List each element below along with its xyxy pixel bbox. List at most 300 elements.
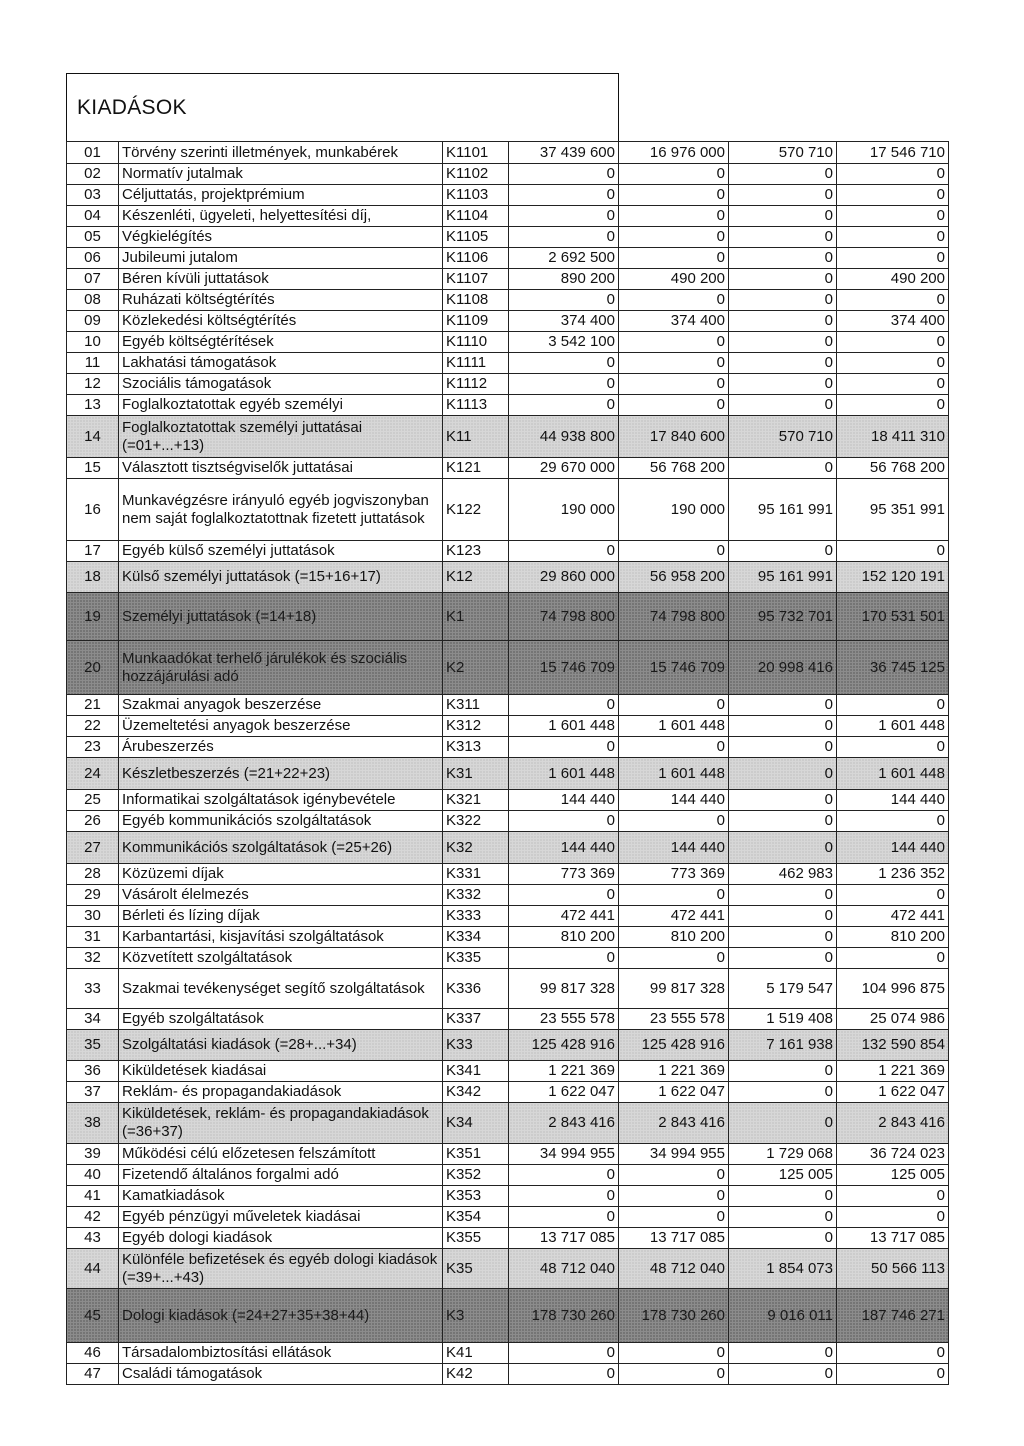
- value-col-3: 0: [729, 206, 837, 227]
- table-row: [67, 332, 949, 353]
- value-col-1: 0: [509, 948, 619, 969]
- value-col-2: 23 555 578: [619, 1009, 729, 1030]
- value-col-3: 95 161 991: [729, 479, 837, 541]
- table-row: [67, 906, 949, 927]
- value-col-3: 0: [729, 332, 837, 353]
- value-col-3: 0: [729, 374, 837, 395]
- row-code: K41: [443, 1343, 509, 1364]
- row-description: Fizetendő általános forgalmi adó: [119, 1165, 443, 1186]
- table-row: [67, 927, 949, 948]
- row-description: Egyéb külső személyi juttatások: [119, 541, 443, 562]
- value-col-3: 0: [729, 1082, 837, 1103]
- table-row: [67, 541, 949, 562]
- table-row: [67, 1207, 949, 1228]
- table-row: [67, 562, 949, 593]
- table-row: [67, 458, 949, 479]
- value-col-1: 890 200: [509, 269, 619, 290]
- value-col-3: 462 983: [729, 864, 837, 885]
- value-col-3: 0: [729, 832, 837, 864]
- value-col-4: 0: [837, 290, 949, 311]
- value-col-4: 0: [837, 353, 949, 374]
- value-col-2: 0: [619, 1364, 729, 1385]
- row-number: 25: [67, 790, 119, 811]
- row-code: K3: [443, 1289, 509, 1343]
- value-col-3: 5 179 547: [729, 969, 837, 1009]
- row-number: 26: [67, 811, 119, 832]
- row-code: K332: [443, 885, 509, 906]
- row-number: 10: [67, 332, 119, 353]
- value-col-2: 0: [619, 1343, 729, 1364]
- row-code: K12: [443, 562, 509, 593]
- row-number: 43: [67, 1228, 119, 1249]
- row-code: K337: [443, 1009, 509, 1030]
- value-col-2: 0: [619, 541, 729, 562]
- value-col-4: 0: [837, 374, 949, 395]
- value-col-2: 0: [619, 737, 729, 758]
- value-col-4: 0: [837, 1364, 949, 1385]
- value-col-4: 1 236 352: [837, 864, 949, 885]
- row-description: Vásárolt élelmezés: [119, 885, 443, 906]
- row-number: 17: [67, 541, 119, 562]
- row-number: 11: [67, 353, 119, 374]
- value-col-3: 0: [729, 1061, 837, 1082]
- table-row: [67, 1343, 949, 1364]
- value-col-3: 0: [729, 227, 837, 248]
- row-description: Informatikai szolgáltatások igénybevétele: [119, 790, 443, 811]
- row-code: K1103: [443, 185, 509, 206]
- value-col-2: 0: [619, 885, 729, 906]
- table-row: [67, 864, 949, 885]
- value-col-4: 0: [837, 885, 949, 906]
- value-col-1: 0: [509, 374, 619, 395]
- value-col-2: 74 798 800: [619, 593, 729, 641]
- table-row: [67, 969, 949, 1009]
- row-description: Működési célú előzetesen felszámított: [119, 1144, 443, 1165]
- row-description: Kommunikációs szolgáltatások (=25+26): [119, 832, 443, 864]
- row-number: 12: [67, 374, 119, 395]
- row-code: K312: [443, 716, 509, 737]
- value-col-2: 1 601 448: [619, 716, 729, 737]
- value-col-1: 29 670 000: [509, 458, 619, 479]
- row-code: K355: [443, 1228, 509, 1249]
- table-row: [67, 1009, 949, 1030]
- value-col-1: 190 000: [509, 479, 619, 541]
- row-number: 01: [67, 142, 119, 164]
- value-col-4: 0: [837, 164, 949, 185]
- value-col-1: 144 440: [509, 832, 619, 864]
- value-col-3: 95 732 701: [729, 593, 837, 641]
- value-col-3: 0: [729, 948, 837, 969]
- row-number: 28: [67, 864, 119, 885]
- value-col-2: 2 843 416: [619, 1103, 729, 1144]
- row-number: 41: [67, 1186, 119, 1207]
- row-description: Egyéb költségtérítések: [119, 332, 443, 353]
- row-code: K1106: [443, 248, 509, 269]
- value-col-1: 773 369: [509, 864, 619, 885]
- row-number: 47: [67, 1364, 119, 1385]
- value-col-4: 810 200: [837, 927, 949, 948]
- expenditure-table: [66, 141, 949, 1385]
- row-description: Szociális támogatások: [119, 374, 443, 395]
- row-description: Készletbeszerzés (=21+22+23): [119, 758, 443, 790]
- value-col-1: 23 555 578: [509, 1009, 619, 1030]
- row-code: K1104: [443, 206, 509, 227]
- row-number: 33: [67, 969, 119, 1009]
- value-col-4: 125 005: [837, 1165, 949, 1186]
- table-row: [67, 374, 949, 395]
- value-col-1: 1 601 448: [509, 716, 619, 737]
- table-row: [67, 593, 949, 641]
- value-col-2: 0: [619, 164, 729, 185]
- value-col-3: 20 998 416: [729, 641, 837, 695]
- row-description: Karbantartási, kisjavítási szolgáltatások: [119, 927, 443, 948]
- value-col-1: 99 817 328: [509, 969, 619, 1009]
- row-description: Kamatkiadások: [119, 1186, 443, 1207]
- row-code: K331: [443, 864, 509, 885]
- value-col-4: 374 400: [837, 311, 949, 332]
- table-row: [67, 479, 949, 541]
- row-description: Foglalkoztatottak egyéb személyi: [119, 395, 443, 416]
- value-col-4: 36 745 125: [837, 641, 949, 695]
- row-code: K321: [443, 790, 509, 811]
- table-row: [67, 353, 949, 374]
- value-col-1: 374 400: [509, 311, 619, 332]
- value-col-2: 125 428 916: [619, 1030, 729, 1061]
- row-code: K1113: [443, 395, 509, 416]
- row-description: Dologi kiadások (=24+27+35+38+44): [119, 1289, 443, 1343]
- row-code: K122: [443, 479, 509, 541]
- value-col-4: 1 622 047: [837, 1082, 949, 1103]
- value-col-3: 0: [729, 164, 837, 185]
- table-row: [67, 758, 949, 790]
- value-col-1: 0: [509, 185, 619, 206]
- table-row: [67, 395, 949, 416]
- value-col-2: 48 712 040: [619, 1249, 729, 1289]
- value-col-3: 1 854 073: [729, 1249, 837, 1289]
- value-col-1: 0: [509, 1207, 619, 1228]
- table-row: [67, 641, 949, 695]
- value-col-2: 0: [619, 1207, 729, 1228]
- value-col-3: 95 161 991: [729, 562, 837, 593]
- row-number: 18: [67, 562, 119, 593]
- row-code: K336: [443, 969, 509, 1009]
- value-col-1: 0: [509, 737, 619, 758]
- value-col-3: 0: [729, 885, 837, 906]
- value-col-1: 3 542 100: [509, 332, 619, 353]
- value-col-2: 0: [619, 695, 729, 716]
- row-code: K353: [443, 1186, 509, 1207]
- row-code: K34: [443, 1103, 509, 1144]
- table-row: [67, 290, 949, 311]
- row-description: Ruházati költségtérítés: [119, 290, 443, 311]
- row-description: Egyéb pénzügyi műveletek kiadásai: [119, 1207, 443, 1228]
- value-col-2: 13 717 085: [619, 1228, 729, 1249]
- value-col-4: 2 843 416: [837, 1103, 949, 1144]
- table-row: [67, 1289, 949, 1343]
- value-col-2: 16 976 000: [619, 142, 729, 164]
- value-col-2: 1 221 369: [619, 1061, 729, 1082]
- value-col-4: 1 601 448: [837, 716, 949, 737]
- value-col-3: 125 005: [729, 1165, 837, 1186]
- value-col-4: 0: [837, 695, 949, 716]
- row-code: K352: [443, 1165, 509, 1186]
- value-col-4: 0: [837, 227, 949, 248]
- value-col-1: 0: [509, 164, 619, 185]
- table-row: [67, 737, 949, 758]
- row-description: Szakmai tevékenységet segítő szolgáltatások: [119, 969, 443, 1009]
- value-col-1: 0: [509, 1165, 619, 1186]
- row-code: K1101: [443, 142, 509, 164]
- row-description: Szolgáltatási kiadások (=28+...+34): [119, 1030, 443, 1061]
- row-number: 20: [67, 641, 119, 695]
- value-col-4: 152 120 191: [837, 562, 949, 593]
- row-code: K11: [443, 416, 509, 458]
- row-code: K32: [443, 832, 509, 864]
- row-number: 38: [67, 1103, 119, 1144]
- row-number: 21: [67, 695, 119, 716]
- value-col-3: 0: [729, 290, 837, 311]
- value-col-4: 170 531 501: [837, 593, 949, 641]
- row-number: 37: [67, 1082, 119, 1103]
- value-col-3: 0: [729, 353, 837, 374]
- value-col-1: 1 601 448: [509, 758, 619, 790]
- value-col-2: 190 000: [619, 479, 729, 541]
- row-number: 22: [67, 716, 119, 737]
- value-col-2: 773 369: [619, 864, 729, 885]
- row-number: 29: [67, 885, 119, 906]
- value-col-3: 570 710: [729, 142, 837, 164]
- row-number: 08: [67, 290, 119, 311]
- table-row: [67, 832, 949, 864]
- table-row: [67, 1103, 949, 1144]
- row-description: Közüzemi díjak: [119, 864, 443, 885]
- value-col-2: 0: [619, 374, 729, 395]
- title-box: [66, 73, 619, 141]
- row-number: 27: [67, 832, 119, 864]
- row-number: 09: [67, 311, 119, 332]
- row-code: K33: [443, 1030, 509, 1061]
- value-col-3: 0: [729, 395, 837, 416]
- value-col-2: 374 400: [619, 311, 729, 332]
- value-col-4: 0: [837, 248, 949, 269]
- row-description: Foglalkoztatottak személyi juttatásai (=01+...+13): [119, 416, 443, 458]
- value-col-3: 9 016 011: [729, 1289, 837, 1343]
- value-col-2: 0: [619, 206, 729, 227]
- row-description: Munkavégzésre irányuló egyéb jogviszonyban nem saját foglalkoztatottnak fizetett juttatások: [119, 479, 443, 541]
- value-col-4: 56 768 200: [837, 458, 949, 479]
- row-code: K333: [443, 906, 509, 927]
- value-col-2: 0: [619, 811, 729, 832]
- value-col-2: 0: [619, 948, 729, 969]
- table-row: [67, 1249, 949, 1289]
- value-col-2: 178 730 260: [619, 1289, 729, 1343]
- row-number: 35: [67, 1030, 119, 1061]
- row-code: K42: [443, 1364, 509, 1385]
- value-col-2: 0: [619, 248, 729, 269]
- row-number: 46: [67, 1343, 119, 1364]
- row-description: Reklám- és propagandakiadások: [119, 1082, 443, 1103]
- row-number: 40: [67, 1165, 119, 1186]
- row-description: Céljuttatás, projektprémium: [119, 185, 443, 206]
- row-description: Készenléti, ügyeleti, helyettesítési díj,: [119, 206, 443, 227]
- value-col-2: 0: [619, 332, 729, 353]
- row-code: K1105: [443, 227, 509, 248]
- row-description: Törvény szerinti illetmények, munkabérek: [119, 142, 443, 164]
- value-col-1: 0: [509, 1343, 619, 1364]
- value-col-2: 0: [619, 185, 729, 206]
- value-col-2: 0: [619, 1186, 729, 1207]
- row-description: Béren kívüli juttatások: [119, 269, 443, 290]
- value-col-2: 0: [619, 353, 729, 374]
- row-number: 24: [67, 758, 119, 790]
- row-description: Családi támogatások: [119, 1364, 443, 1385]
- value-col-1: 37 439 600: [509, 142, 619, 164]
- row-description: Normatív jutalmak: [119, 164, 443, 185]
- row-number: 39: [67, 1144, 119, 1165]
- value-col-4: 0: [837, 948, 949, 969]
- value-col-4: 50 566 113: [837, 1249, 949, 1289]
- value-col-3: 0: [729, 1186, 837, 1207]
- value-col-4: 0: [837, 1186, 949, 1207]
- row-number: 34: [67, 1009, 119, 1030]
- value-col-3: 0: [729, 248, 837, 269]
- value-col-3: 0: [729, 185, 837, 206]
- row-code: K1107: [443, 269, 509, 290]
- row-description: Közvetített szolgáltatások: [119, 948, 443, 969]
- value-col-3: 0: [729, 790, 837, 811]
- value-col-4: 0: [837, 206, 949, 227]
- value-col-1: 0: [509, 353, 619, 374]
- page-title: KIADÁSOK: [77, 96, 187, 119]
- value-col-1: 15 746 709: [509, 641, 619, 695]
- row-code: K342: [443, 1082, 509, 1103]
- row-number: 45: [67, 1289, 119, 1343]
- row-code: K1102: [443, 164, 509, 185]
- value-col-3: 0: [729, 811, 837, 832]
- row-number: 44: [67, 1249, 119, 1289]
- row-number: 06: [67, 248, 119, 269]
- value-col-1: 0: [509, 395, 619, 416]
- table-row: [67, 948, 949, 969]
- value-col-1: 0: [509, 811, 619, 832]
- table-row: [67, 1186, 949, 1207]
- row-description: Külső személyi juttatások (=15+16+17): [119, 562, 443, 593]
- value-col-4: 17 546 710: [837, 142, 949, 164]
- value-col-3: 0: [729, 1207, 837, 1228]
- value-col-4: 187 746 271: [837, 1289, 949, 1343]
- row-description: Végkielégítés: [119, 227, 443, 248]
- table-row: [67, 811, 949, 832]
- row-code: K1111: [443, 353, 509, 374]
- row-code: K1112: [443, 374, 509, 395]
- value-col-1: 144 440: [509, 790, 619, 811]
- value-col-2: 810 200: [619, 927, 729, 948]
- row-number: 02: [67, 164, 119, 185]
- value-col-3: 0: [729, 311, 837, 332]
- table-row: [67, 1061, 949, 1082]
- value-col-1: 13 717 085: [509, 1228, 619, 1249]
- value-col-1: 178 730 260: [509, 1289, 619, 1343]
- row-description: Jubileumi jutalom: [119, 248, 443, 269]
- value-col-4: 104 996 875: [837, 969, 949, 1009]
- value-col-1: 0: [509, 1186, 619, 1207]
- row-code: K354: [443, 1207, 509, 1228]
- value-col-4: 490 200: [837, 269, 949, 290]
- value-col-1: 2 692 500: [509, 248, 619, 269]
- row-number: 42: [67, 1207, 119, 1228]
- value-col-4: 0: [837, 395, 949, 416]
- row-code: K311: [443, 695, 509, 716]
- row-description: Kiküldetések kiadásai: [119, 1061, 443, 1082]
- row-description: Személyi juttatások (=14+18): [119, 593, 443, 641]
- value-col-3: 0: [729, 541, 837, 562]
- row-description: Üzemeltetési anyagok beszerzése: [119, 716, 443, 737]
- value-col-4: 0: [837, 811, 949, 832]
- value-col-4: 0: [837, 1207, 949, 1228]
- value-col-2: 15 746 709: [619, 641, 729, 695]
- value-col-2: 0: [619, 227, 729, 248]
- value-col-4: 0: [837, 185, 949, 206]
- table-row: [67, 206, 949, 227]
- row-code: K1109: [443, 311, 509, 332]
- value-col-4: 1 221 369: [837, 1061, 949, 1082]
- value-col-4: 144 440: [837, 832, 949, 864]
- row-number: 07: [67, 269, 119, 290]
- value-col-1: 0: [509, 1364, 619, 1385]
- value-col-1: 44 938 800: [509, 416, 619, 458]
- value-col-2: 490 200: [619, 269, 729, 290]
- value-col-3: 0: [729, 716, 837, 737]
- value-col-3: 0: [729, 758, 837, 790]
- value-col-2: 56 958 200: [619, 562, 729, 593]
- value-col-4: 1 601 448: [837, 758, 949, 790]
- value-col-1: 0: [509, 206, 619, 227]
- row-description: Árubeszerzés: [119, 737, 443, 758]
- value-col-2: 472 441: [619, 906, 729, 927]
- row-description: Munkaadókat terhelő járulékok és szociális hozzájárulási adó: [119, 641, 443, 695]
- row-number: 32: [67, 948, 119, 969]
- value-col-1: 1 622 047: [509, 1082, 619, 1103]
- table-row: [67, 185, 949, 206]
- value-col-3: 0: [729, 1103, 837, 1144]
- table-row: [67, 248, 949, 269]
- value-col-1: 0: [509, 227, 619, 248]
- row-code: K31: [443, 758, 509, 790]
- row-code: K123: [443, 541, 509, 562]
- row-code: K334: [443, 927, 509, 948]
- value-col-2: 0: [619, 290, 729, 311]
- value-col-2: 1 622 047: [619, 1082, 729, 1103]
- value-col-1: 1 221 369: [509, 1061, 619, 1082]
- value-col-2: 99 817 328: [619, 969, 729, 1009]
- row-description: Szakmai anyagok beszerzése: [119, 695, 443, 716]
- value-col-2: 56 768 200: [619, 458, 729, 479]
- row-description: Választott tisztségviselők juttatásai: [119, 458, 443, 479]
- value-col-3: 0: [729, 1364, 837, 1385]
- row-number: 23: [67, 737, 119, 758]
- value-col-1: 48 712 040: [509, 1249, 619, 1289]
- table-row: [67, 1165, 949, 1186]
- row-description: Bérleti és lízing díjak: [119, 906, 443, 927]
- row-code: K2: [443, 641, 509, 695]
- value-col-4: 0: [837, 1343, 949, 1364]
- value-col-4: 0: [837, 541, 949, 562]
- value-col-1: 29 860 000: [509, 562, 619, 593]
- value-col-4: 25 074 986: [837, 1009, 949, 1030]
- table-row: [67, 227, 949, 248]
- value-col-3: 1 729 068: [729, 1144, 837, 1165]
- table-row: [67, 1228, 949, 1249]
